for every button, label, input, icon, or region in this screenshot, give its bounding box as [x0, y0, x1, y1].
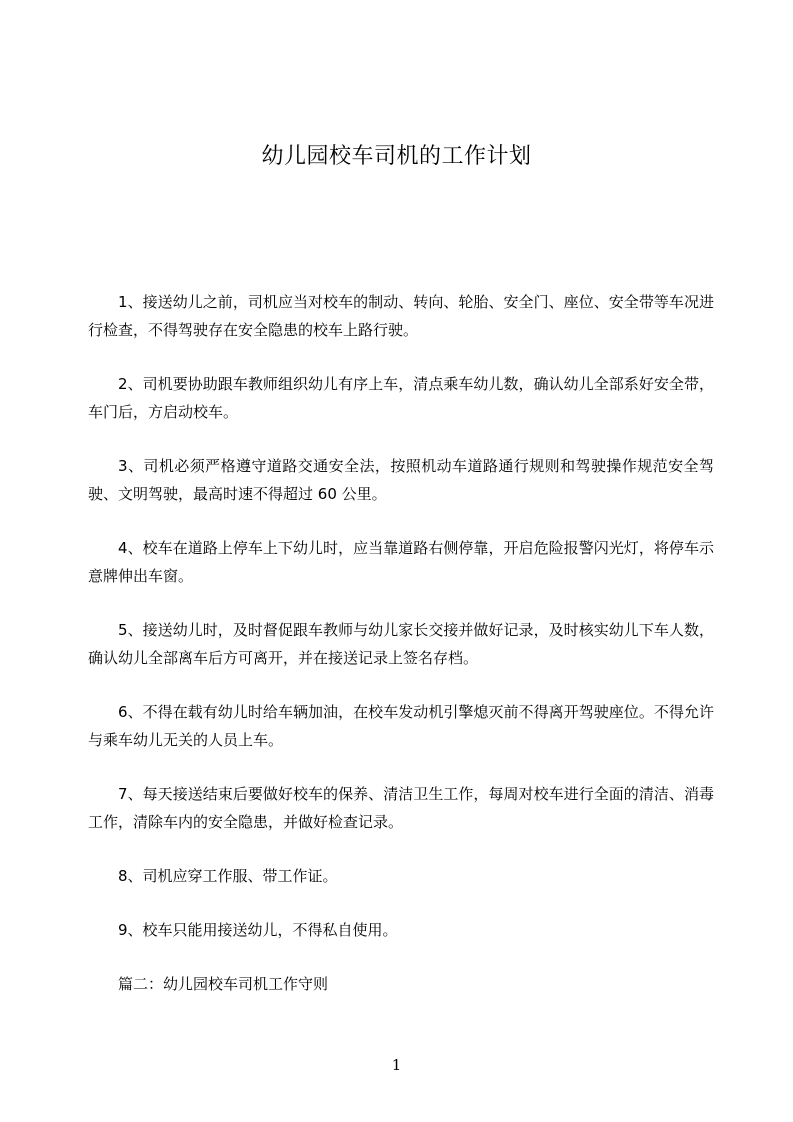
paragraph-2: 2、司机要协助跟车教师组织幼儿有序上车，清点乘车幼儿数，确认幼儿全部系好安全带，车门后，方启动校车。	[88, 375, 714, 421]
paragraph-1: 1、接送幼儿之前，司机应当对校车的制动、转向、轮胎、安全门、座位、安全带等车况进行检查，不得驾驶存在安全隐患的校车上路行驶。	[88, 293, 714, 339]
paragraph-9: 9、校车只能用接送幼儿，不得私自使用。	[118, 921, 398, 939]
paragraph-6: 6、不得在载有幼儿时给车辆加油，在校车发动机引擎熄灭前不得离开驾驶座位。不得允许与乘车幼儿无关的人员上车。	[88, 703, 714, 749]
document-title: 幼儿园校车司机的工作计划	[261, 144, 532, 169]
section-heading: 篇二：幼儿园校车司机工作守则	[118, 975, 329, 993]
paragraph-5: 5、接送幼儿时，及时督促跟车教师与幼儿家长交接并做好记录，及时核实幼儿下车人数，确认幼儿全部离车后方可离开，并在接送记录上签名存档。	[88, 621, 714, 667]
paragraph-3: 3、司机必须严格遵守道路交通安全法，按照机动车道路通行规则和驾驶操作规范安全驾驶、文明驾驶，最高时速不得超过 60 公里。	[88, 457, 714, 503]
page-number: 1	[391, 1056, 402, 1074]
document-body	[88, 288, 714, 1024]
paragraph-7: 7、每天接送结束后要做好校车的保养、清洁卫生工作，每周对校车进行全面的清洁、消毒工作，清除车内的安全隐患，并做好检查记录。	[88, 785, 714, 831]
paragraph-8: 8、司机应穿工作服、带工作证。	[118, 867, 338, 885]
paragraph-4: 4、校车在道路上停车上下幼儿时，应当靠道路右侧停靠，开启危险报警闪光灯，将停车示意牌伸出车窗。	[88, 539, 714, 585]
